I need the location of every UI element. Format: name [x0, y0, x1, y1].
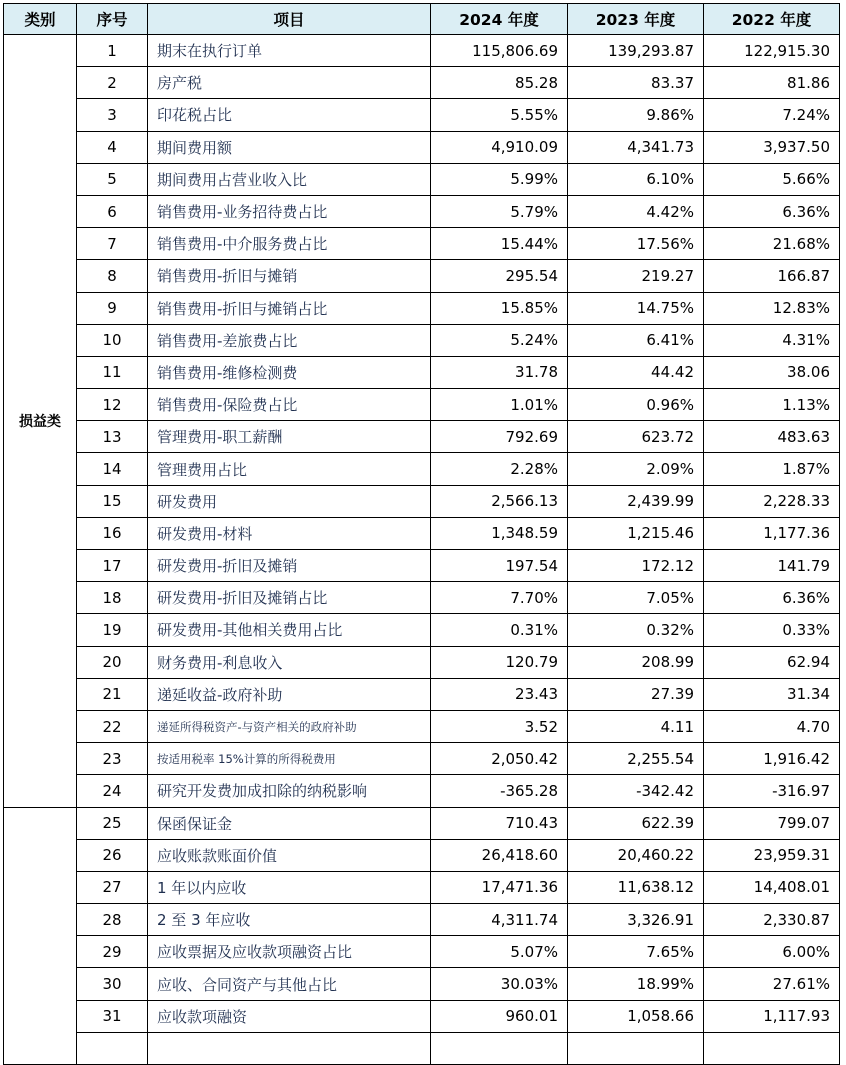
- item-cell: 2 至 3 年应收: [148, 904, 431, 936]
- seq-cell: 24: [77, 775, 148, 807]
- value-2024-cell: 0.31%: [431, 614, 568, 646]
- seq-cell: 10: [77, 324, 148, 356]
- value-2023-cell: 1,058.66: [568, 1000, 704, 1032]
- value-2022-cell: 1,177.36: [704, 517, 840, 549]
- item-cell: 期间费用额: [148, 131, 431, 163]
- value-2022-cell: 31.34: [704, 678, 840, 710]
- value-2024-cell: 1.01%: [431, 389, 568, 421]
- item-cell: 销售费用-折旧与摊销: [148, 260, 431, 292]
- item-cell: 应收款项融资: [148, 1000, 431, 1032]
- item-cell: 递延所得税资产-与资产相关的政府补助: [148, 710, 431, 742]
- value-2024-cell: 2,050.42: [431, 743, 568, 775]
- seq-cell: 2: [77, 67, 148, 99]
- table-row: [4, 968, 840, 1000]
- table-row: [4, 99, 840, 131]
- value-2022-cell: 62.94: [704, 646, 840, 678]
- value-2022-cell: -316.97: [704, 775, 840, 807]
- value-2022-cell: 799.07: [704, 807, 840, 839]
- header-item: 项目: [148, 4, 431, 35]
- table-row-partial: [4, 1032, 840, 1064]
- item-cell: 管理费用占比: [148, 453, 431, 485]
- item-cell: 销售费用-维修检测费: [148, 356, 431, 388]
- table-row: [4, 485, 840, 517]
- seq-cell: 5: [77, 163, 148, 195]
- item-cell: 印花税占比: [148, 99, 431, 131]
- value-2024-cell: 7.70%: [431, 582, 568, 614]
- value-2023-cell: 2,255.54: [568, 743, 704, 775]
- value-2024-cell: 2.28%: [431, 453, 568, 485]
- seq-cell: 21: [77, 678, 148, 710]
- seq-cell: 4: [77, 131, 148, 163]
- item-cell: 管理费用-职工薪酬: [148, 421, 431, 453]
- seq-cell: 13: [77, 421, 148, 453]
- value-2022-cell: 21.68%: [704, 228, 840, 260]
- seq-cell: 3: [77, 99, 148, 131]
- seq-cell: 9: [77, 292, 148, 324]
- value-2024-cell: 31.78: [431, 356, 568, 388]
- seq-cell: 14: [77, 453, 148, 485]
- value-2024-cell: 85.28: [431, 67, 568, 99]
- table-row: [4, 260, 840, 292]
- value-2022-cell: 5.66%: [704, 163, 840, 195]
- value-2023-cell: 622.39: [568, 807, 704, 839]
- value-2023-cell: 44.42: [568, 356, 704, 388]
- item-cell: 递延收益-政府补助: [148, 678, 431, 710]
- category-cell: 损益类: [4, 35, 77, 808]
- value-2023-cell: 83.37: [568, 67, 704, 99]
- value-2024-cell: 30.03%: [431, 968, 568, 1000]
- table-row: [4, 35, 840, 67]
- value-2024-cell: 4,910.09: [431, 131, 568, 163]
- table-row: [4, 614, 840, 646]
- value-2024-cell: -365.28: [431, 775, 568, 807]
- value-2024-cell: 15.44%: [431, 228, 568, 260]
- table-row: [4, 646, 840, 678]
- header-2022: 2022 年度: [704, 4, 840, 35]
- table-row: [4, 1000, 840, 1032]
- value-2022-cell: 23,959.31: [704, 839, 840, 871]
- value-2022-cell: 14,408.01: [704, 871, 840, 903]
- value-2023-cell: 1,215.46: [568, 517, 704, 549]
- value-2023-cell: 2,439.99: [568, 485, 704, 517]
- seq-cell: 31: [77, 1000, 148, 1032]
- table-row: [4, 228, 840, 260]
- item-cell: 应收票据及应收款项融资占比: [148, 936, 431, 968]
- seq-cell: 22: [77, 710, 148, 742]
- value-2022-cell: 483.63: [704, 421, 840, 453]
- value-2023-cell: 3,326.91: [568, 904, 704, 936]
- value-2022-cell: 12.83%: [704, 292, 840, 324]
- table-row: [4, 356, 840, 388]
- table-row: [4, 421, 840, 453]
- table-row: [4, 904, 840, 936]
- item-cell: 研发费用: [148, 485, 431, 517]
- item-cell: 研发费用-折旧及摊销占比: [148, 582, 431, 614]
- value-2024-cell: 115,806.69: [431, 35, 568, 67]
- value-2023-cell: 7.65%: [568, 936, 704, 968]
- table-row: [4, 871, 840, 903]
- value-2024-cell: 15.85%: [431, 292, 568, 324]
- seq-cell: 18: [77, 582, 148, 614]
- item-cell: 应收账款账面价值: [148, 839, 431, 871]
- table-row: [4, 550, 840, 582]
- value-2022-cell: 27.61%: [704, 968, 840, 1000]
- value-2024-cell: 5.79%: [431, 195, 568, 227]
- empty-cell: [568, 1032, 704, 1064]
- value-2022-cell: 4.70: [704, 710, 840, 742]
- table-row: [4, 131, 840, 163]
- value-2023-cell: 6.10%: [568, 163, 704, 195]
- value-2023-cell: -342.42: [568, 775, 704, 807]
- table-body: [4, 35, 840, 1065]
- value-2022-cell: 2,228.33: [704, 485, 840, 517]
- seq-cell: 20: [77, 646, 148, 678]
- value-2023-cell: 139,293.87: [568, 35, 704, 67]
- value-2024-cell: 26,418.60: [431, 839, 568, 871]
- value-2023-cell: 27.39: [568, 678, 704, 710]
- value-2024-cell: 3.52: [431, 710, 568, 742]
- value-2023-cell: 172.12: [568, 550, 704, 582]
- header-row: [4, 4, 840, 35]
- table-row: [4, 807, 840, 839]
- item-cell: 研发费用-其他相关费用占比: [148, 614, 431, 646]
- seq-cell: 16: [77, 517, 148, 549]
- value-2023-cell: 9.86%: [568, 99, 704, 131]
- value-2024-cell: 2,566.13: [431, 485, 568, 517]
- value-2023-cell: 4.42%: [568, 195, 704, 227]
- seq-cell: 15: [77, 485, 148, 517]
- value-2024-cell: 960.01: [431, 1000, 568, 1032]
- seq-cell: 29: [77, 936, 148, 968]
- value-2024-cell: 5.55%: [431, 99, 568, 131]
- table-row: [4, 163, 840, 195]
- item-cell: 销售费用-业务招待费占比: [148, 195, 431, 227]
- value-2022-cell: 1.87%: [704, 453, 840, 485]
- value-2022-cell: 3,937.50: [704, 131, 840, 163]
- value-2023-cell: 623.72: [568, 421, 704, 453]
- table-row: [4, 292, 840, 324]
- header-category: 类别: [4, 4, 77, 35]
- value-2024-cell: 17,471.36: [431, 871, 568, 903]
- seq-cell: 1: [77, 35, 148, 67]
- empty-cell: [704, 1032, 840, 1064]
- table-row: [4, 775, 840, 807]
- financial-data-table: [3, 3, 840, 1065]
- seq-cell: 6: [77, 195, 148, 227]
- table-row: [4, 743, 840, 775]
- table-row: [4, 67, 840, 99]
- table-row: [4, 195, 840, 227]
- value-2022-cell: 6.00%: [704, 936, 840, 968]
- seq-cell: 30: [77, 968, 148, 1000]
- value-2024-cell: 710.43: [431, 807, 568, 839]
- item-cell: 研发费用-折旧及摊销: [148, 550, 431, 582]
- seq-cell: 27: [77, 871, 148, 903]
- seq-cell: 28: [77, 904, 148, 936]
- value-2022-cell: 4.31%: [704, 324, 840, 356]
- item-cell: 1 年以内应收: [148, 871, 431, 903]
- item-cell: 研发费用-材料: [148, 517, 431, 549]
- value-2023-cell: 14.75%: [568, 292, 704, 324]
- value-2024-cell: 792.69: [431, 421, 568, 453]
- value-2024-cell: 23.43: [431, 678, 568, 710]
- value-2023-cell: 219.27: [568, 260, 704, 292]
- value-2022-cell: 6.36%: [704, 582, 840, 614]
- table-row: [4, 389, 840, 421]
- value-2024-cell: 4,311.74: [431, 904, 568, 936]
- header-2024: 2024 年度: [431, 4, 568, 35]
- value-2023-cell: 0.96%: [568, 389, 704, 421]
- item-cell: 保函保证金: [148, 807, 431, 839]
- seq-cell: 25: [77, 807, 148, 839]
- seq-cell: 23: [77, 743, 148, 775]
- seq-cell: 12: [77, 389, 148, 421]
- value-2024-cell: 1,348.59: [431, 517, 568, 549]
- value-2023-cell: 208.99: [568, 646, 704, 678]
- value-2022-cell: 81.86: [704, 67, 840, 99]
- value-2022-cell: 122,915.30: [704, 35, 840, 67]
- value-2024-cell: 295.54: [431, 260, 568, 292]
- table-row: [4, 936, 840, 968]
- value-2023-cell: 4,341.73: [568, 131, 704, 163]
- item-cell: 期末在执行订单: [148, 35, 431, 67]
- table-row: [4, 324, 840, 356]
- value-2022-cell: 141.79: [704, 550, 840, 582]
- value-2022-cell: 1.13%: [704, 389, 840, 421]
- value-2023-cell: 0.32%: [568, 614, 704, 646]
- item-cell: 财务费用-利息收入: [148, 646, 431, 678]
- value-2023-cell: 18.99%: [568, 968, 704, 1000]
- value-2022-cell: 7.24%: [704, 99, 840, 131]
- item-cell: 应收、合同资产与其他占比: [148, 968, 431, 1000]
- value-2024-cell: 197.54: [431, 550, 568, 582]
- item-cell: 销售费用-折旧与摊销占比: [148, 292, 431, 324]
- header-seq: 序号: [77, 4, 148, 35]
- table-row: [4, 839, 840, 871]
- item-cell: 销售费用-差旅费占比: [148, 324, 431, 356]
- value-2022-cell: 6.36%: [704, 195, 840, 227]
- value-2023-cell: 20,460.22: [568, 839, 704, 871]
- seq-cell: 8: [77, 260, 148, 292]
- seq-cell: 11: [77, 356, 148, 388]
- value-2023-cell: 17.56%: [568, 228, 704, 260]
- seq-cell: 17: [77, 550, 148, 582]
- value-2022-cell: 1,916.42: [704, 743, 840, 775]
- table-row: [4, 678, 840, 710]
- item-cell: 房产税: [148, 67, 431, 99]
- value-2023-cell: 4.11: [568, 710, 704, 742]
- item-cell: 销售费用-保险费占比: [148, 389, 431, 421]
- value-2022-cell: 0.33%: [704, 614, 840, 646]
- value-2023-cell: 2.09%: [568, 453, 704, 485]
- empty-cell: [431, 1032, 568, 1064]
- empty-cell: [77, 1032, 148, 1064]
- value-2024-cell: 120.79: [431, 646, 568, 678]
- empty-cell: [148, 1032, 431, 1064]
- category-cell: [4, 807, 77, 1065]
- value-2022-cell: 166.87: [704, 260, 840, 292]
- seq-cell: 7: [77, 228, 148, 260]
- item-cell: 期间费用占营业收入比: [148, 163, 431, 195]
- seq-cell: 26: [77, 839, 148, 871]
- value-2022-cell: 1,117.93: [704, 1000, 840, 1032]
- item-cell: 研究开发费加成扣除的纳税影响: [148, 775, 431, 807]
- value-2023-cell: 6.41%: [568, 324, 704, 356]
- value-2022-cell: 38.06: [704, 356, 840, 388]
- value-2024-cell: 5.24%: [431, 324, 568, 356]
- value-2024-cell: 5.07%: [431, 936, 568, 968]
- value-2022-cell: 2,330.87: [704, 904, 840, 936]
- seq-cell: 19: [77, 614, 148, 646]
- table-row: [4, 453, 840, 485]
- header-2023: 2023 年度: [568, 4, 704, 35]
- item-cell: 销售费用-中介服务费占比: [148, 228, 431, 260]
- value-2023-cell: 11,638.12: [568, 871, 704, 903]
- value-2024-cell: 5.99%: [431, 163, 568, 195]
- table-row: [4, 710, 840, 742]
- item-cell: 按适用税率 15%计算的所得税费用: [148, 743, 431, 775]
- value-2023-cell: 7.05%: [568, 582, 704, 614]
- table-row: [4, 517, 840, 549]
- table-row: [4, 582, 840, 614]
